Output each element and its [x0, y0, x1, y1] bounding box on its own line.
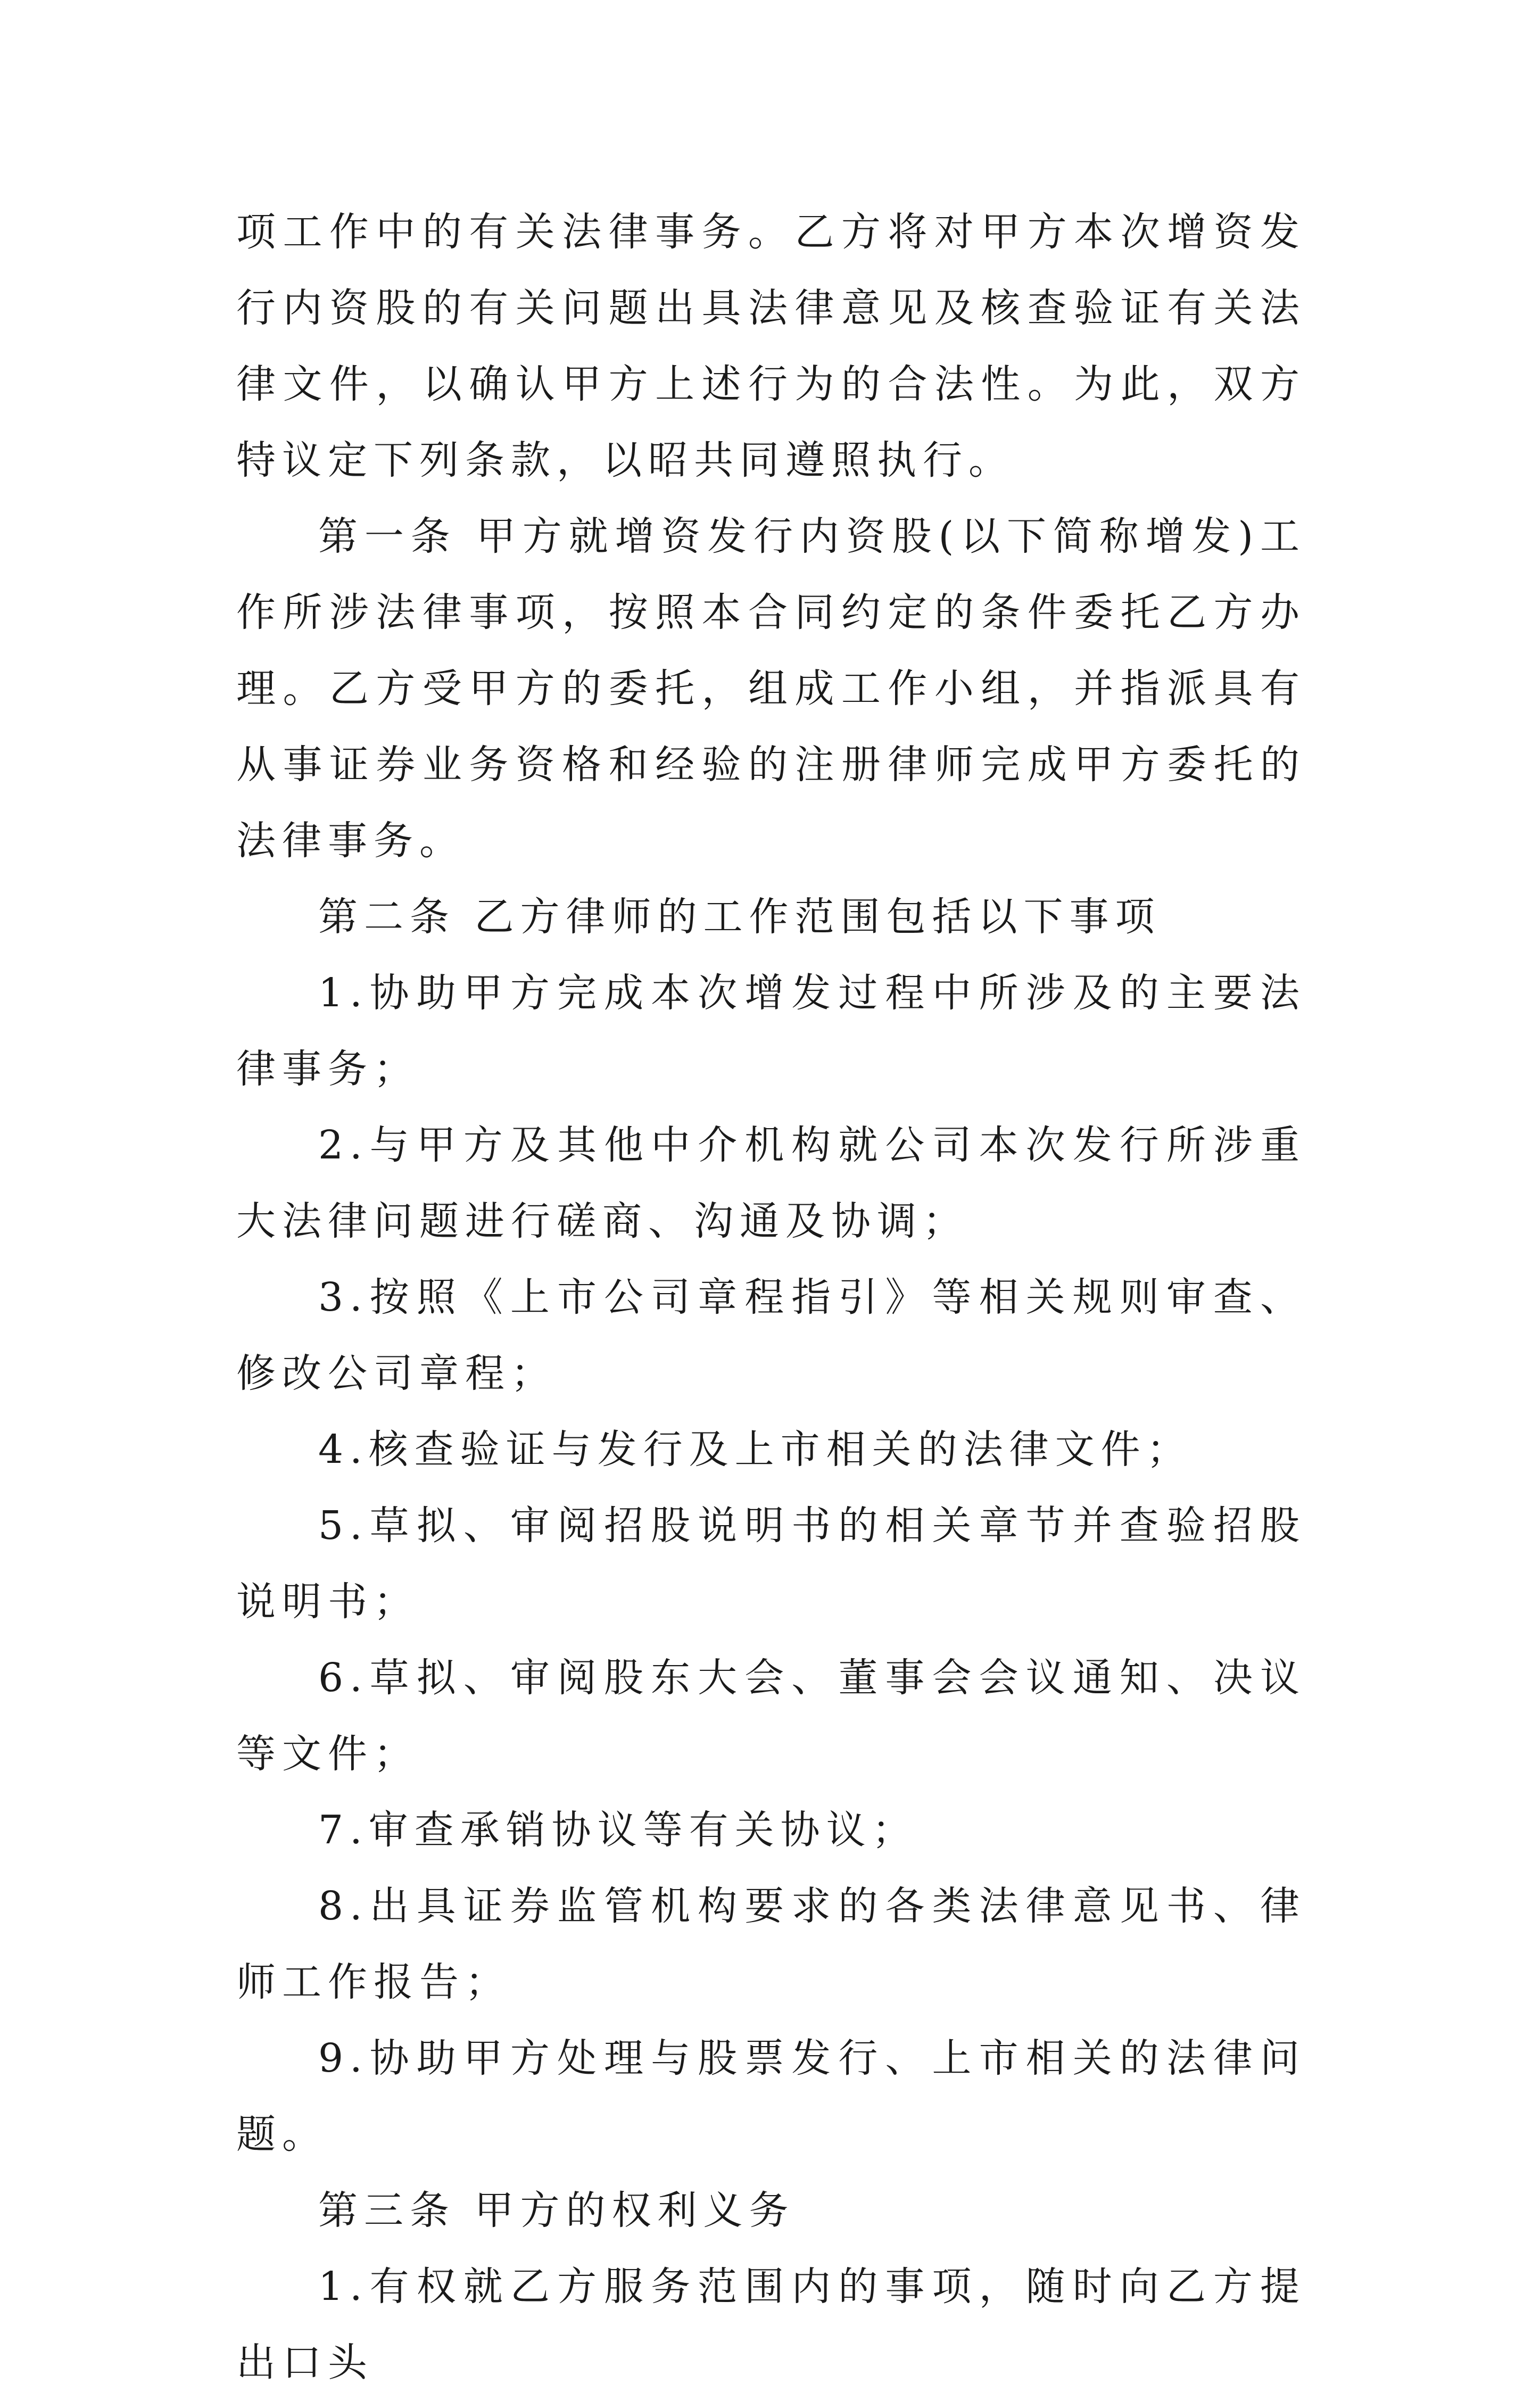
paragraph-article-2-item-3: 3.按照《上市公司章程指引》等相关规则审查、修改公司章程； — [236, 1274, 1306, 1396]
paragraph-article-2-item-6: 6.草拟、审阅股东大会、董事会会议通知、决议等文件； — [236, 1655, 1306, 1777]
paragraph-article-2-item-1: 1.协助甲方完成本次增发过程中所涉及的主要法律事务； — [236, 970, 1306, 1092]
paragraph-article-2-item-2: 2.与甲方及其他中介机构就公司本次发行所涉重大法律问题进行磋商、沟通及协调； — [236, 1122, 1306, 1244]
document-body — [236, 194, 1306, 2401]
paragraph-article-1: 第一条 甲方就增资发行内资股(以下简称增发)工作所涉法律事项，按照本合同约定的条件委托乙方办理。乙方受甲方的委托，组成工作小组，并指派具有从事证券业务资格和经验的注册律师完成甲方委托的法律事务。 — [236, 514, 1306, 864]
paragraph-article-2-item-4: 4.核查验证与发行及上市相关的法律文件； — [318, 1427, 1193, 1472]
paragraph-article-2-item-9: 9.协助甲方处理与股票发行、上市相关的法律问题。 — [236, 2035, 1306, 2157]
paragraph-article-2-heading: 第二条 乙方律师的工作范围包括以下事项 — [318, 894, 1161, 940]
paragraph-article-3-heading: 第三条 甲方的权利义务 — [318, 2188, 795, 2233]
paragraph-intro: 项工作中的有关法律事务。乙方将对甲方本次增资发行内资股的有关问题出具法律意见及核查验证有关法律文件，以确认甲方上述行为的合法性。为此，双方特议定下列条款，以昭共同遵照执行。 — [236, 209, 1306, 483]
paragraph-article-3-item-1: 1.有权就乙方服务范围内的事项，随时向乙方提出口头 — [236, 2264, 1306, 2386]
paragraph-article-2-item-5: 5.草拟、审阅招股说明书的相关章节并查验招股说明书； — [236, 1503, 1306, 1625]
paragraph-article-2-item-8: 8.出具证券监管机构要求的各类法律意见书、律师工作报告； — [236, 1883, 1306, 2005]
paragraph-article-2-item-7: 7.审查承销协议等有关协议； — [318, 1807, 918, 1853]
